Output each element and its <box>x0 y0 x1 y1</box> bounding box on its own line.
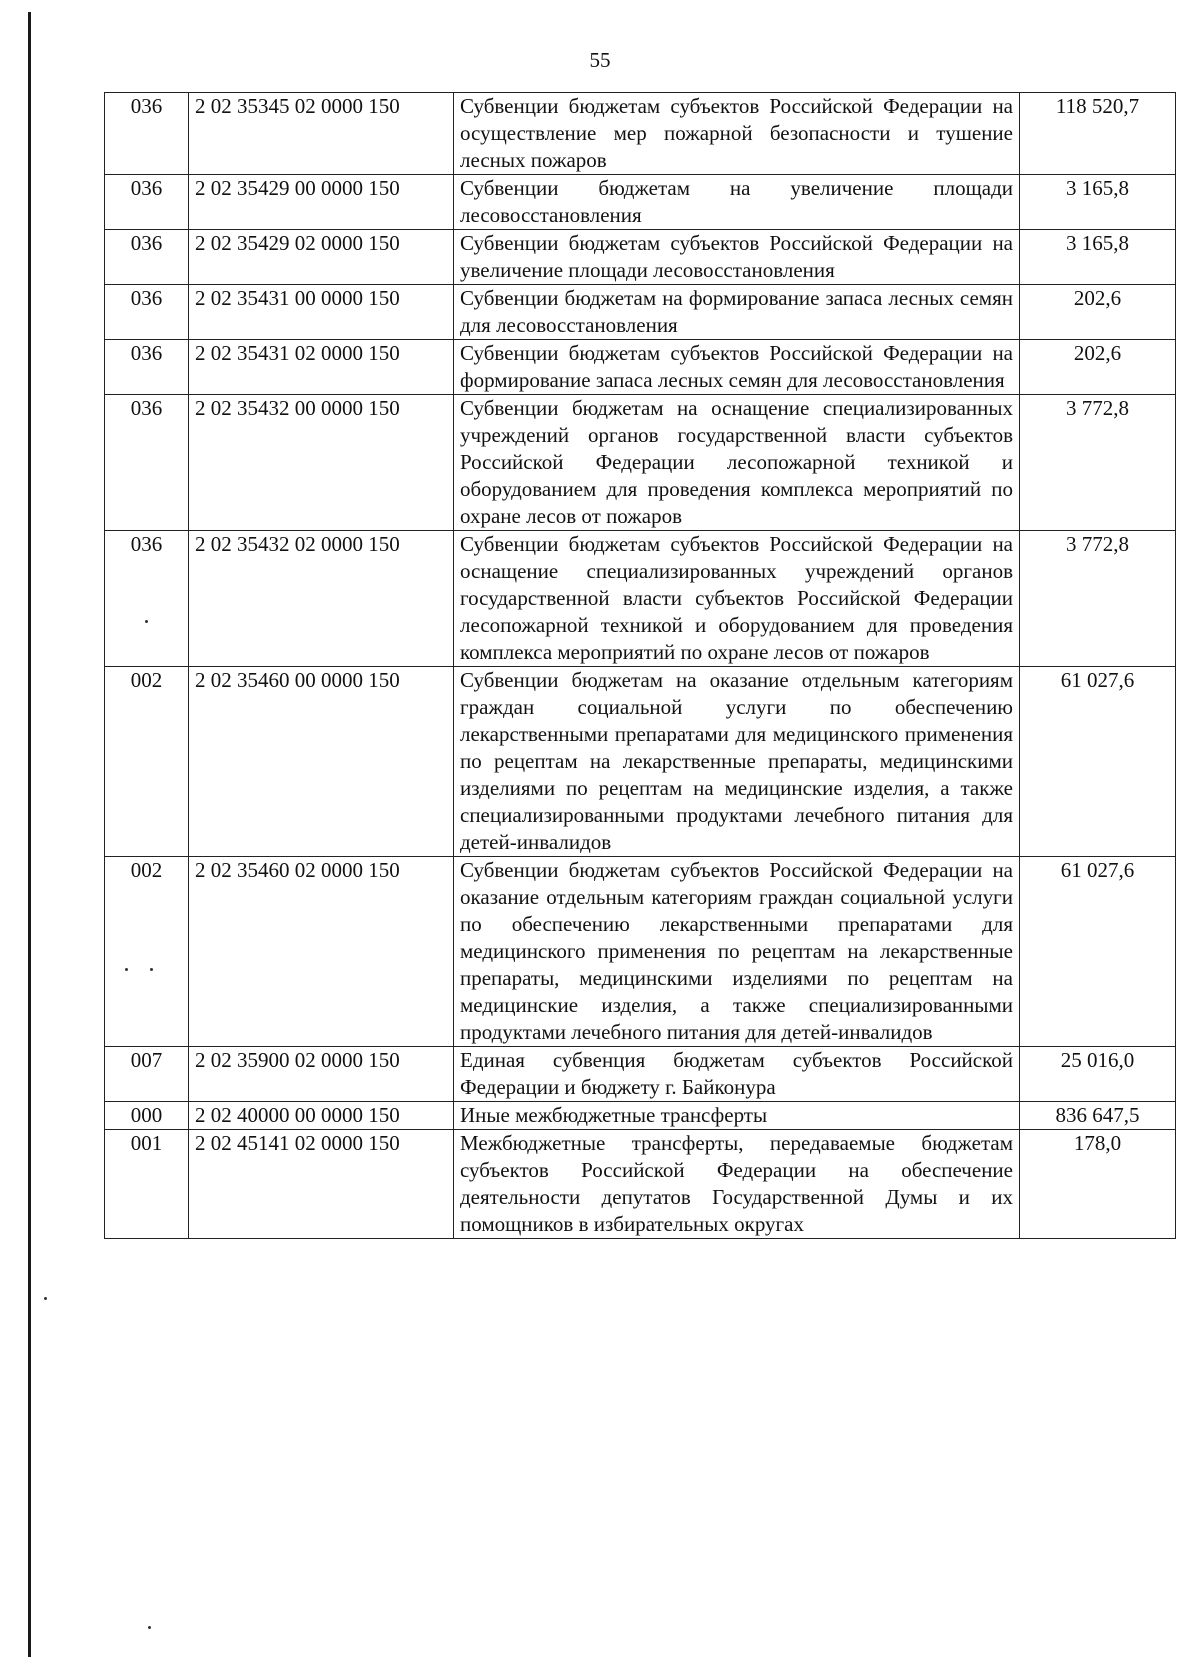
table-row <box>105 857 1176 1047</box>
budget-class-code-cell: 2 02 35429 02 0000 150 <box>189 230 454 285</box>
budget-class-code-cell: 2 02 40000 00 0000 150 <box>189 1102 454 1130</box>
page-number: 55 <box>589 48 611 72</box>
table-row <box>105 93 1176 175</box>
admin-code-cell: 036 <box>105 285 189 340</box>
budget-class-code-cell: 2 02 35431 02 0000 150 <box>189 340 454 395</box>
budget-class-code-cell: 2 02 45141 02 0000 150 <box>189 1130 454 1239</box>
scan-speck <box>125 968 128 971</box>
amount-cell: 118 520,7 <box>1020 93 1176 175</box>
amount-cell: 178,0 <box>1020 1130 1176 1239</box>
admin-code-cell: 000 <box>105 1102 189 1130</box>
amount-cell: 3 165,8 <box>1020 175 1176 230</box>
table-row <box>105 531 1176 667</box>
amount-cell: 25 016,0 <box>1020 1047 1176 1102</box>
table-row <box>105 1047 1176 1102</box>
amount-cell: 202,6 <box>1020 285 1176 340</box>
table-row <box>105 1102 1176 1130</box>
amount-cell: 836 647,5 <box>1020 1102 1176 1130</box>
admin-code-cell: 001 <box>105 1130 189 1239</box>
description-cell: Субвенции бюджетам на увеличение площади лесовосстановления <box>454 175 1020 230</box>
scan-speck <box>145 620 148 623</box>
scan-speck <box>150 968 153 971</box>
admin-code-cell: 036 <box>105 395 189 531</box>
amount-cell: 3 772,8 <box>1020 531 1176 667</box>
table-row <box>105 175 1176 230</box>
scan-edge-line <box>28 12 31 1657</box>
description-cell: Субвенции бюджетам субъектов Российской Федерации на формирование запаса лесных семян для лесовосстановления <box>454 340 1020 395</box>
scan-speck <box>148 1626 151 1629</box>
budget-class-code-cell: 2 02 35429 00 0000 150 <box>189 175 454 230</box>
admin-code-cell: 036 <box>105 531 189 667</box>
description-cell: Единая субвенция бюджетам субъектов Российской Федерации и бюджету г. Байконура <box>454 1047 1020 1102</box>
table-row <box>105 667 1176 857</box>
amount-cell: 202,6 <box>1020 340 1176 395</box>
budget-class-code-cell: 2 02 35432 00 0000 150 <box>189 395 454 531</box>
description-cell: Субвенции бюджетам на формирование запаса лесных семян для лесовосстановления <box>454 285 1020 340</box>
table-row <box>105 230 1176 285</box>
budget-class-code-cell: 2 02 35431 00 0000 150 <box>189 285 454 340</box>
description-cell: Межбюджетные трансферты, передаваемые бюджетам субъектов Российской Федерации на обеспечение деятельности депутатов Государственной Думы и их помощников в избирательных округах <box>454 1130 1020 1239</box>
description-cell: Субвенции бюджетам на оснащение специализированных учреждений органов государственной власти субъектов Российской Федерации лесопожарной техникой и оборудованием для проведения комплекса мероприятий по охране лесов от пожаров <box>454 395 1020 531</box>
admin-code-cell: 036 <box>105 93 189 175</box>
table-body <box>105 93 1176 1239</box>
description-cell: Субвенции бюджетам субъектов Российской Федерации на оказание отдельным категориям граждан социальной услуги по обеспечению лекарственными препаратами для медицинского применения по рецептам на лекарственные препараты, медицинскими изделиями по рецептам на медицинские изделия, а также специализированными продуктами лечебного питания для детей-инвалидов <box>454 857 1020 1047</box>
admin-code-cell: 036 <box>105 230 189 285</box>
table-row <box>105 395 1176 531</box>
description-cell: Субвенции бюджетам субъектов Российской Федерации на оснащение специализированных учреждений органов государственной власти субъектов Российской Федерации лесопожарной техникой и оборудованием для проведения комплекса мероприятий по охране лесов от пожаров <box>454 531 1020 667</box>
budget-class-code-cell: 2 02 35460 00 0000 150 <box>189 667 454 857</box>
description-cell: Субвенции бюджетам субъектов Российской Федерации на увеличение площади лесовосстановления <box>454 230 1020 285</box>
admin-code-cell: 002 <box>105 857 189 1047</box>
amount-cell: 3 165,8 <box>1020 230 1176 285</box>
budget-revenue-table <box>104 92 1176 1239</box>
description-cell: Иные межбюджетные трансферты <box>454 1102 1020 1130</box>
budget-class-code-cell: 2 02 35900 02 0000 150 <box>189 1047 454 1102</box>
amount-cell: 61 027,6 <box>1020 667 1176 857</box>
admin-code-cell: 002 <box>105 667 189 857</box>
description-cell: Субвенции бюджетам субъектов Российской Федерации на осуществление мер пожарной безопасности и тушение лесных пожаров <box>454 93 1020 175</box>
description-cell: Субвенции бюджетам на оказание отдельным категориям граждан социальной услуги по обеспечению лекарственными препаратами для медицинского применения по рецептам на лекарственные препараты, медицинскими изделиями по рецептам на медицинские изделия, а также специализированными продуктами лечебного питания для детей-инвалидов <box>454 667 1020 857</box>
budget-class-code-cell: 2 02 35345 02 0000 150 <box>189 93 454 175</box>
admin-code-cell: 036 <box>105 340 189 395</box>
amount-cell: 3 772,8 <box>1020 395 1176 531</box>
budget-class-code-cell: 2 02 35432 02 0000 150 <box>189 531 454 667</box>
admin-code-cell: 036 <box>105 175 189 230</box>
table-row <box>105 1130 1176 1239</box>
amount-cell: 61 027,6 <box>1020 857 1176 1047</box>
admin-code-cell: 007 <box>105 1047 189 1102</box>
budget-class-code-cell: 2 02 35460 02 0000 150 <box>189 857 454 1047</box>
table-row <box>105 340 1176 395</box>
scan-speck <box>44 1297 47 1300</box>
table-row <box>105 285 1176 340</box>
